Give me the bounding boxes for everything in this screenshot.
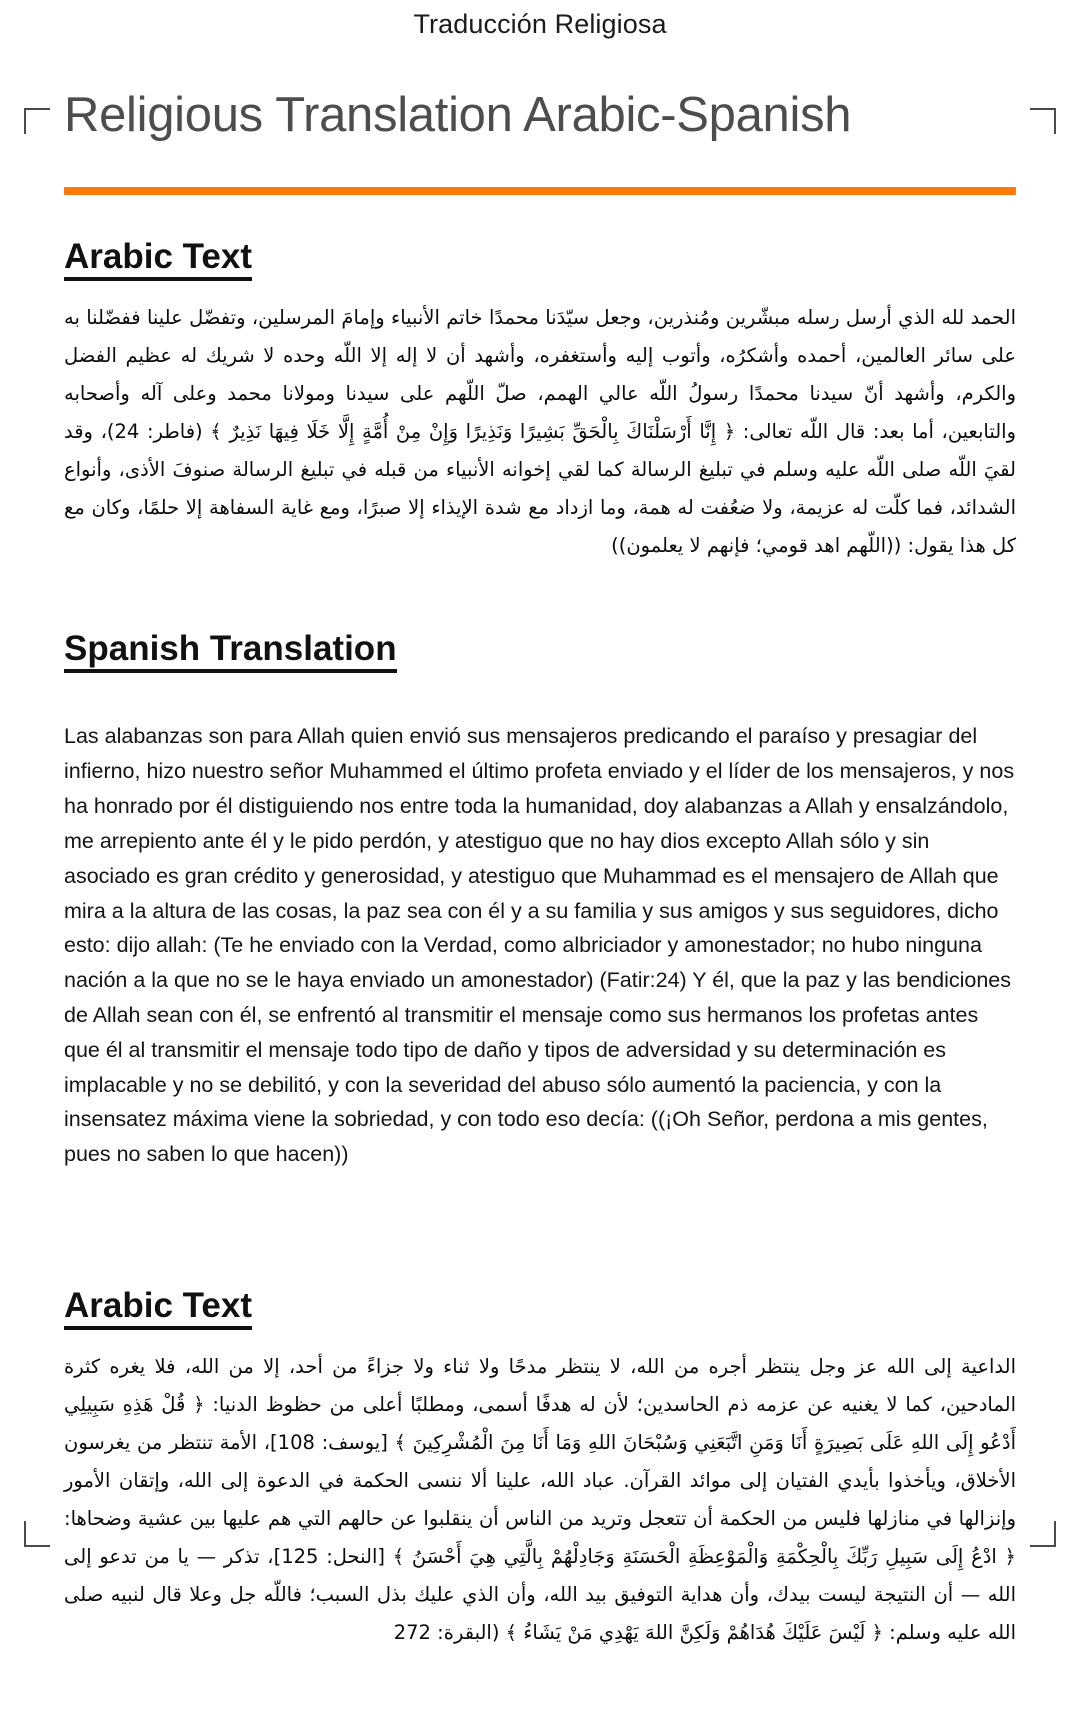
section-arabic-text-2 [64, 1244, 1016, 1652]
title-accent-rule [64, 187, 1016, 195]
spanish-paragraph: Las alabanzas son para Allah quien envió sus mensajeros predicando el paraíso y presagiar del infierno, hizo nuestro señor Muhammed el último profeta enviado y el líder de los mensajeros, y nos ha honrado por él distiguiendo nos entre toda la humanidad, doy alabanzas a Allah y ensalzándolo, me arrepiento ante él y le pido perdón, y atestiguo que no hay dios excepto Allah sólo y sin asociado es gran crédito y generosidad, y atestiguo que Muhammad es el mensajero de Allah que mira a la altura de las cosas, la paz sea con él y a su familia y sus amigos y sus seguidores, dicho esto: dijo allah: (Te he enviado con la Verdad, como albriciador y amonestador; no hubo ninguna nación a la que no se le haya enviado un amonestador) (Fatir:24) Y él, que la paz y las bendiciones de Allah sean con él, se enfrentó al transmitir el mensaje como sus hermanos los profetas antes que él al transmitir el mensaje todo tipo de daño y tipos de adversidad y su determinación es implacable y no se debilitó, y con la severidad del abuso sólo aumentó la paciencia, y con la insensatez máxima viene la sobriedad, y con todo eso decía: ((¡Oh Señor, perdona a mis gentes, pues no saben lo que hacen)) [64, 724, 1015, 1167]
section-spacer-1 [64, 565, 1016, 595]
document-body [32, 48, 1048, 1652]
running-header-title: Traducción Religiosa [413, 8, 667, 39]
arabic-paragraph-2: الداعية إلى الله عز وجل ينتظر أجره من الله، لا ينتظر مدحًا ولا ثناء ولا جزاءً من أحد، إلا من الله، فلا يغره كثرة المادحين، كما لا يغنيه عن عزمه ذم الحاسدين؛ لأن له هدفًا أسمى، ومطلبًا أعلى من حظوظ الدنيا: ﴿ قُلْ هَذِهِ سَبِيلِي أَدْعُو إِلَى اللهِ عَلَى بَصِيرَةٍ أَنَا وَمَنِ اتَّبَعَنِي وَسُبْحَانَ اللهِ وَمَا أَنَا مِنَ الْمُشْرِكِينَ ﴾ [يوسف: 108]، الأمة تنتظر من يغرسون الأخلاق، ويأخذوا بأيدي الفتيان إلى موائد القرآن. عباد الله، علينا ألا ننسى الحكمة في الدعوة إلى الله، وإتقان الأمور وإنزالها في منازلها فليس من الحكمة أن تتعجل وتريد من الناس أن ينقلبوا عن حالهم التي هم عليها بين عشية وضحاها: ﴿ ادْعُ إِلَى سَبِيلِ رَبِّكَ بِالْحِكْمَةِ وَالْمَوْعِظَةِ الْحَسَنَةِ وَجَادِلْهُمْ بِالَّتِي هِيَ أَحْسَنُ ﴾ [النحل: 125]، تذكر — يا من تدعو إلى الله — أن النتيجة ليست بيدك، وأن هداية التوفيق بيد الله، وأن الذي عليك بذل السبب؛ فاللّه جل وعلا قال لنبيه صلى الله عليه وسلم: ﴿ لَيْسَ عَلَيْكَ هُدَاهُمْ وَلَكِنَّ اللهَ يَهْدِي مَنْ يَشَاءُ ﴾ (البقرة: 272 [64, 1355, 1016, 1645]
section-heading-spanish-translation: Spanish Translation [64, 629, 397, 673]
section-arabic-text-1 [64, 195, 1016, 565]
section-heading-arabic-text-2: Arabic Text [64, 1286, 252, 1330]
section-heading-arabic-text-1: Arabic Text [64, 237, 252, 281]
running-header [0, 0, 1080, 48]
section-spanish-translation [64, 595, 1016, 1172]
section-spacer-2 [64, 1172, 1016, 1244]
arabic-paragraph-1: الحمد لله الذي أرسل رسله مبشّرين ومُنذرين، وجعل سيّدَنا محمدًا خاتم الأنبياء وإمامَ المرسلين، وتفضّل علينا ففضّلنا به على سائر العالمين، أحمده وأشكرُه، وأتوب إليه وأستغفره، وأشهد أن لا إله إلا اللّه وحده لا شريك له عظيم الفضل والكرم، وأشهد أنّ سيدنا محمدًا رسولُ اللّه عالي الهمم، صلّ اللّهم على سيدنا ومولانا محمد وعلى آله وأصحابه والتابعين، أما بعد: قال اللّه تعالى: ﴿ إِنَّا أَرْسَلْنَاكَ بِالْحَقِّ بَشِيرًا وَنَذِيرًا وَإِنْ مِنْ أُمَّةٍ إِلَّا خَلَا فِيهَا نَذِيرٌ ﴾ (فاطر: 24)، وقد لقيَ اللّه صلى اللّه عليه وسلم في تبليغ الرسالة كما لقي إخوانه الأنبياء من قبله في تبليغ الرسالة صنوفَ الأذى، وأنواع الشدائد، فما كلّت له عزيمة، ولا ضعُفت له همة، وما ازداد مع شدة الإيذاء إلا صبرًا، ومع غاية السفاهة إلا حلمًا، وكان مع كل هذا يقول: ((اللّهم اهد قومي؛ فإنهم لا يعلمون)) [64, 306, 1016, 558]
page-title: Religious Translation Arabic-Spanish [64, 88, 852, 142]
